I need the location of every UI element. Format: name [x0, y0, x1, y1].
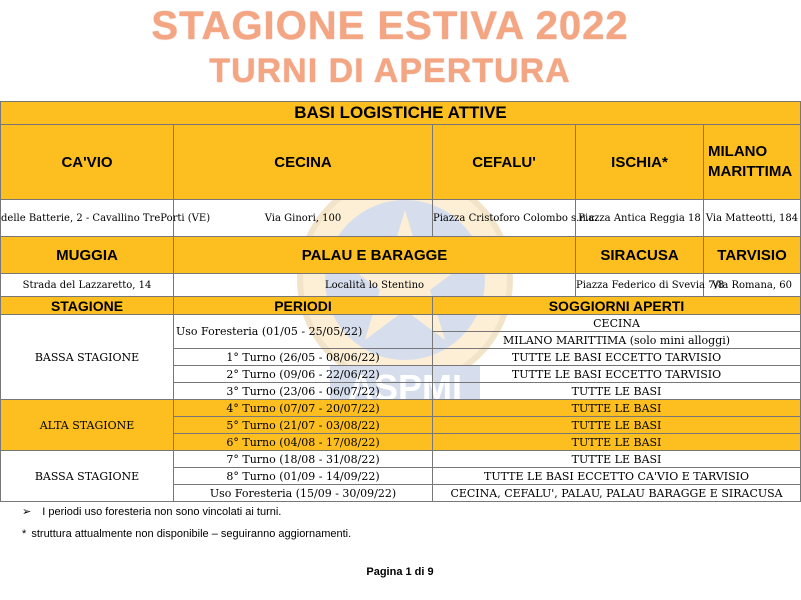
open-bases-cell: TUTTE LE BASI — [433, 383, 801, 400]
column-header-stagione: STAGIONE — [1, 297, 174, 315]
open-bases-cell: TUTTE LE BASI — [433, 451, 801, 468]
season-label: ALTA STAGIONE — [1, 400, 174, 451]
period-cell: Uso Foresteria (01/05 - 25/05/22) — [174, 315, 433, 349]
base-name: SIRACUSA — [576, 237, 704, 274]
base-address: Via Ginori, 100 — [174, 200, 433, 237]
base-name: TARVISIO — [704, 237, 801, 274]
period-cell: 1° Turno (26/05 - 08/06/22) — [174, 349, 433, 366]
period-cell: 4° Turno (07/07 - 20/07/22) — [174, 400, 433, 417]
arrow-bullet-icon: ➢ — [22, 506, 32, 518]
base-address: Piazza Antica Reggia 18 — [576, 200, 704, 237]
note-foresteria — [22, 505, 281, 518]
schedule-table — [0, 101, 801, 502]
base-address: Località lo Stentino — [174, 274, 576, 297]
watermark-text: ASPMI — [347, 367, 463, 408]
page-subtitle: TURNI DI APERTURA — [209, 52, 571, 90]
base-address: Via Matteotti, 184 — [704, 200, 801, 237]
period-cell: Uso Foresteria (15/09 - 30/09/22) — [174, 485, 433, 502]
period-cell: 8° Turno (01/09 - 14/09/22) — [174, 468, 433, 485]
open-bases-cell: TUTTE LE BASI ECCETTO TARVISIO — [433, 349, 801, 366]
season-label: BASSA STAGIONE — [1, 315, 174, 400]
column-header-periodi: PERIODI — [174, 297, 433, 315]
base-name: CECINA — [174, 125, 433, 200]
bases-header: BASI LOGISTICHE ATTIVE — [1, 102, 801, 125]
base-address: Piazza Cristoforo Colombo s.n.c. — [433, 200, 576, 237]
base-address: Via Romana, 60 — [704, 274, 801, 297]
period-cell: 3° Turno (23/06 - 06/07/22) — [174, 383, 433, 400]
base-name: ISCHIA* — [576, 125, 704, 200]
note-text: I periodi uso foresteria non sono vincolati ai turni. — [42, 506, 282, 518]
base-name: CA'VIO — [1, 125, 174, 200]
base-name: MILANO MARITTIMA — [704, 125, 801, 200]
open-bases-cell: TUTTE LE BASI — [433, 417, 801, 434]
base-name: MUGGIA — [1, 237, 174, 274]
base-name: CEFALU' — [433, 125, 576, 200]
period-cell: 7° Turno (18/08 - 31/08/22) — [174, 451, 433, 468]
base-name: PALAU E BARAGGE — [174, 237, 576, 274]
open-bases-cell: TUTTE LE BASI ECCETTO CA'VIO E TARVISIO — [433, 468, 801, 485]
page-title: STAGIONE ESTIVA 2022 — [151, 4, 629, 48]
open-bases-cell: CECINA, CEFALU', PALAU, PALAU BARAGGE E SIRACUSA — [433, 485, 801, 502]
base-address: delle Batterie, 2 - Cavallino TrePorti (VE) — [1, 200, 174, 237]
base-address: Strada del Lazzaretto, 14 — [1, 274, 174, 297]
column-header-soggiorni: SOGGIORNI APERTI — [433, 297, 801, 315]
base-address: Piazza Federico di Svevia 7/8 — [576, 274, 704, 297]
open-bases-cell: CECINA — [433, 315, 801, 332]
page-footer: Pagina 1 di 9 — [366, 566, 434, 578]
open-bases-cell: TUTTE LE BASI — [433, 400, 801, 417]
period-cell: 6° Turno (04/08 - 17/08/22) — [174, 434, 433, 451]
asterisk-bullet: * — [22, 528, 27, 540]
note-unavailable — [22, 528, 351, 540]
open-bases-cell: MILANO MARITTIMA (solo mini alloggi) — [433, 332, 801, 349]
open-bases-cell: TUTTE LE BASI — [433, 434, 801, 451]
season-label: BASSA STAGIONE — [1, 451, 174, 502]
period-cell: 2° Turno (09/06 - 22/06/22) — [174, 366, 433, 383]
open-bases-cell: TUTTE LE BASI ECCETTO TARVISIO — [433, 366, 801, 383]
period-cell: 5° Turno (21/07 - 03/08/22) — [174, 417, 433, 434]
note-text: struttura attualmente non disponibile – seguiranno aggiornamenti. — [31, 528, 352, 540]
